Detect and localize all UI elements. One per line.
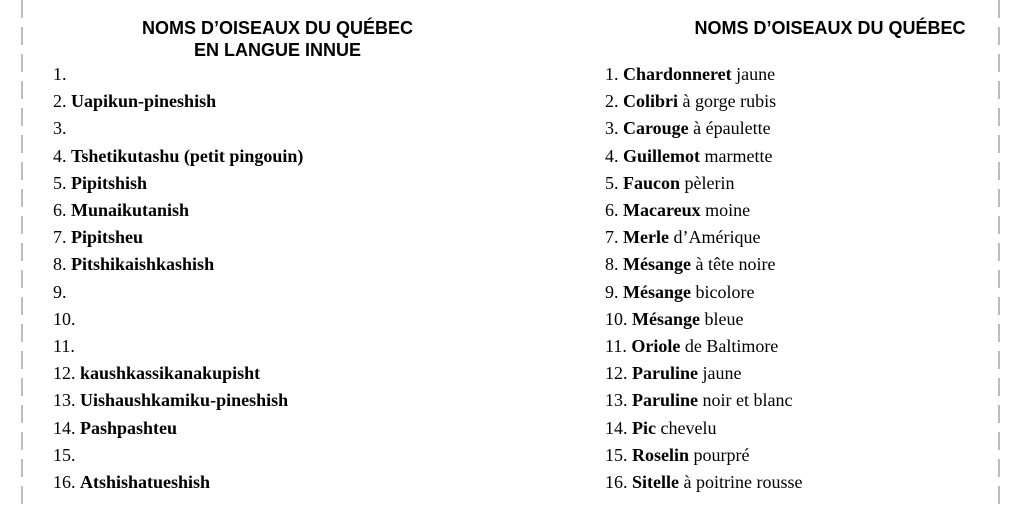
innu-list-item [53,415,303,442]
innu-list-item [53,360,303,387]
innu-list-item [53,197,303,224]
bird-species-qualifier: de Baltimore [684,336,779,357]
french-names-list [605,61,802,496]
item-number: 14. [605,417,628,438]
bird-species-qualifier: bleue [704,308,744,329]
innu-list-item [53,61,303,88]
item-number: 10. [605,308,628,329]
bird-genus: Mésange [623,254,691,275]
french-list-item [605,442,802,469]
item-number: 1. [605,64,619,84]
bird-genus: Sitelle [632,472,679,493]
bird-species-qualifier: à poitrine rousse [683,472,803,493]
french-list-item [605,279,802,306]
bird-genus: Roselin [632,444,690,465]
french-list-item [605,197,802,224]
innu-list-item [53,170,303,197]
left-edge-line [21,0,23,507]
french-list-item [605,387,802,414]
innu-list-item [53,469,303,496]
item-number: 2. [53,91,67,112]
bird-species-qualifier: jaune [736,64,776,84]
item-number: 15. [605,444,628,465]
innu-bird-name: Pashpashteu [80,417,178,438]
item-number: 8. [53,254,67,275]
bird-species-qualifier: jaune [702,363,742,384]
item-number: 3. [605,118,619,139]
item-number: 1. [53,64,67,84]
innu-bird-name: Pipitsheu [71,227,144,248]
bird-genus: Chardonneret [623,64,732,84]
innu-bird-name: Uishaushkamiku-pineshish [80,390,289,411]
item-number: 3. [53,118,67,139]
bird-species-qualifier: moine [705,200,751,221]
innu-bird-name: Pitshikaishkashish [71,254,215,275]
french-list-item [605,143,802,170]
item-number: 6. [605,200,619,221]
french-list-item [605,61,802,88]
innu-list-item [53,224,303,251]
innu-heading-line1: NOMS D’OISEAUX DU QUÉBEC [141,18,414,38]
bird-genus: Macareux [623,200,701,221]
innu-bird-name: Uapikun-pineshish [71,91,217,112]
french-list-item [605,360,802,387]
item-number: 6. [53,200,67,221]
item-number: 12. [53,363,76,384]
bird-genus: Pic [632,417,656,438]
item-number: 12. [605,363,628,384]
innu-heading-line2: EN LANGUE INNUE [193,40,361,60]
bird-species-qualifier: à tête noire [695,254,776,275]
innu-bird-name: Tshetikutashu (petit pingouin) [71,145,304,166]
innu-list-item [53,387,303,414]
item-number: 9. [605,281,619,302]
item-number: 15. [53,444,76,465]
item-number: 9. [53,281,67,302]
item-number: 5. [53,172,67,193]
french-list-item [605,88,802,115]
bird-genus: Mésange [632,308,700,329]
item-number: 5. [605,172,619,193]
innu-bird-name: Pipitshish [71,172,148,193]
item-number: 13. [53,390,76,411]
bird-species-qualifier: noir et blanc [702,390,793,411]
innu-list-item [53,115,303,142]
french-list-item [605,115,802,142]
french-list-item [605,224,802,251]
innu-names-heading [80,17,475,61]
bird-species-qualifier: bicolore [695,281,755,302]
innu-list-item [53,251,303,278]
innu-list-item [53,306,303,333]
bird-genus: Faucon [623,172,681,193]
item-number: 7. [53,227,67,248]
item-number: 13. [605,390,628,411]
french-list-item [605,251,802,278]
item-number: 10. [53,308,76,329]
item-number: 4. [53,145,67,166]
innu-bird-name: Atshishatueshish [80,472,211,493]
bird-genus: Guillemot [623,145,700,166]
french-list-item [605,415,802,442]
bird-species-qualifier: d’Amérique [673,227,761,248]
innu-bird-name: kaushkassikanakupisht [80,363,261,384]
item-number: 2. [605,91,619,112]
innu-list-item [53,333,303,360]
item-number: 11. [53,336,75,357]
innu-list-item [53,88,303,115]
bird-genus: Paruline [632,363,698,384]
french-list-item [605,469,802,496]
item-number: 4. [605,145,619,166]
innu-list-item [53,442,303,469]
innu-list-item [53,143,303,170]
bird-species-qualifier: pourpré [693,444,750,465]
item-number: 7. [605,227,619,248]
right-edge-line [998,0,1000,507]
french-names-heading: NOMS D’OISEAUX DU QUÉBEC [694,18,966,38]
bird-species-qualifier: à épaulette [693,118,771,139]
bird-genus: Merle [623,227,669,248]
item-number: 16. [53,472,76,493]
bird-genus: Paruline [632,390,698,411]
item-number: 16. [605,472,628,493]
bird-species-qualifier: à gorge rubis [682,91,777,112]
bird-species-qualifier: pèlerin [684,172,735,193]
french-list-item [605,170,802,197]
innu-bird-name: Munaikutanish [71,200,190,221]
innu-list-item [53,279,303,306]
bird-species-qualifier: chevelu [660,417,717,438]
bird-genus: Carouge [623,118,689,139]
item-number: 11. [605,336,627,357]
bird-genus: Mésange [623,281,691,302]
bird-species-qualifier: marmette [704,145,773,166]
bird-genus: Oriole [631,336,681,357]
innu-names-list [53,61,303,496]
french-list-item [605,333,802,360]
item-number: 8. [605,254,619,275]
item-number: 14. [53,417,76,438]
bird-genus: Colibri [623,91,679,112]
french-list-item [605,306,802,333]
